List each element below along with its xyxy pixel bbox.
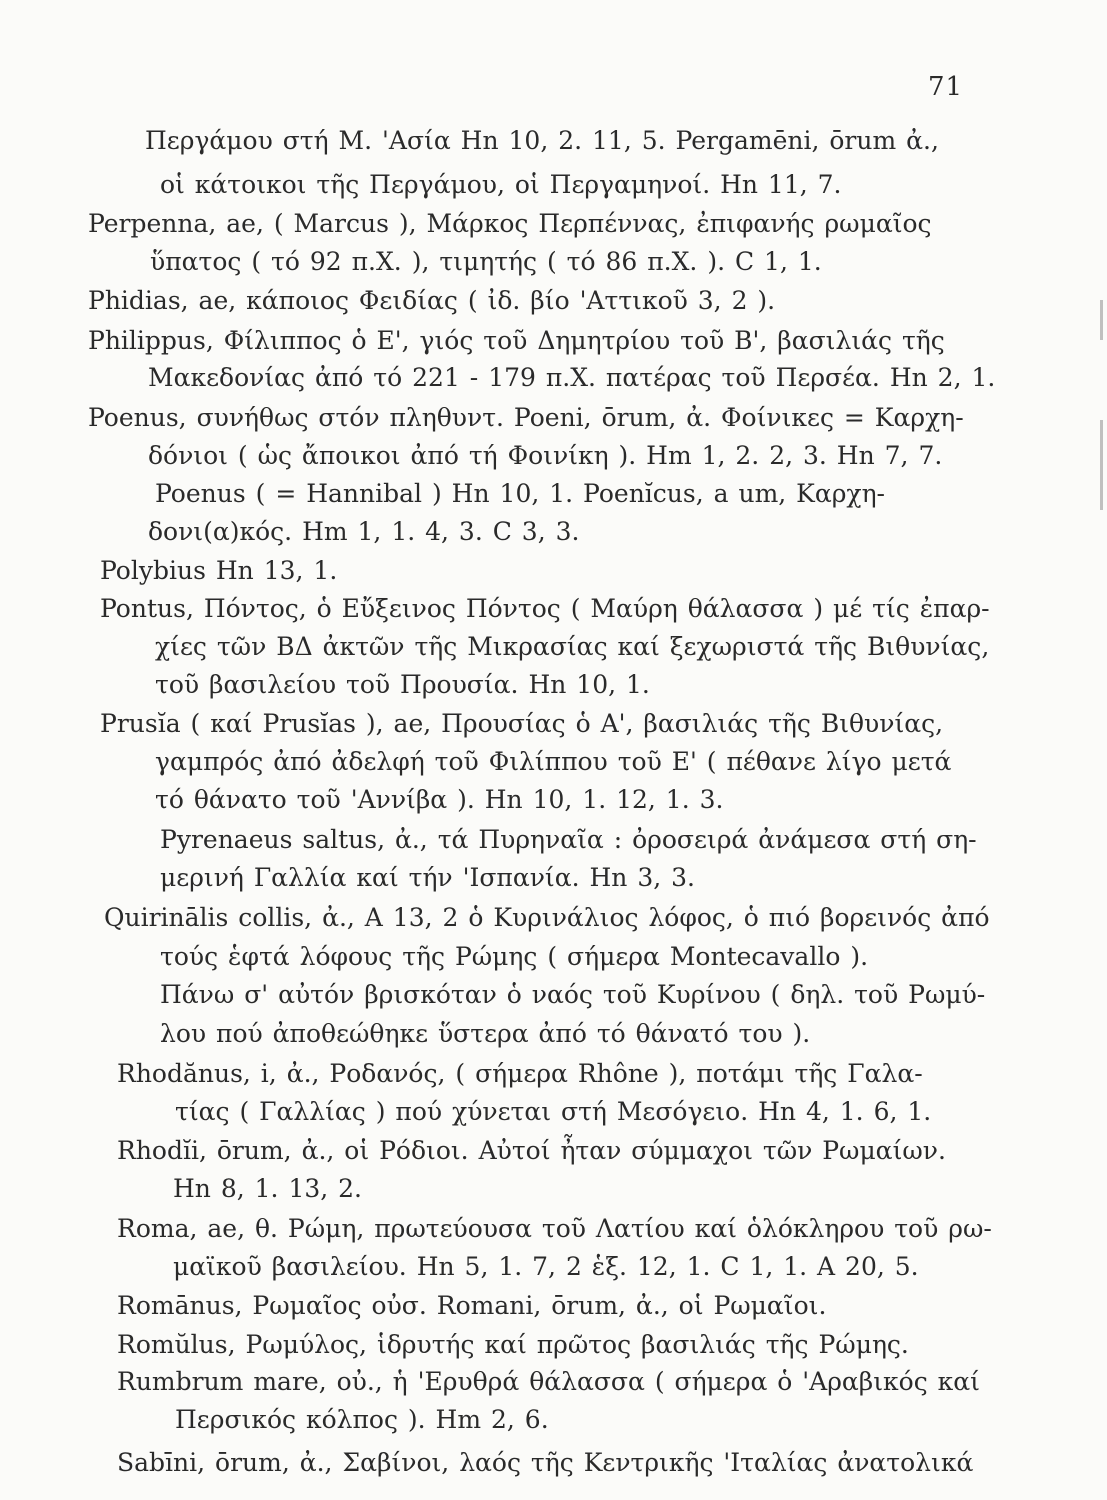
- scan-artifact: [1100, 300, 1103, 340]
- entry-line: Poenus ( = Hannibal ) Hn 10, 1. Poenĭcus, a um, Καρχη-: [155, 479, 885, 508]
- entry-line: Περσικός κόλπος ). Hm 2, 6.: [175, 1405, 549, 1434]
- entry-line: Poenus, συνήθως στόν πληθυντ. Poeni, ōrum, ἀ. Φοίνικες = Καρχη-: [88, 403, 964, 432]
- entry-line: Polybius Hn 13, 1.: [100, 556, 338, 585]
- entry-line: γαμπρός ἀπό ἀδελφή τοῦ Φιλίππου τοῦ Ε' ( πέθανε λίγο μετά: [155, 747, 952, 776]
- entry-line: Sabīni, ōrum, ἀ., Σαβίνοι, λαός τῆς Κεντρικῆς 'Ιταλίας ἀνατολικά: [117, 1448, 974, 1477]
- entry-line: Romānus, Ρωμαῖος οὐσ. Romani, ōrum, ἀ., οἱ Ρωμαῖοι.: [117, 1291, 827, 1320]
- entry-line: τίας ( Γαλλίας ) πού χύνεται στή Μεσόγειο. Hn 4, 1. 6, 1.: [175, 1097, 932, 1126]
- entry-line: δόνιοι ( ὡς ἄποικοι ἀπό τή Φοινίκη ). Hm 1, 2. 2, 3. Hn 7, 7.: [148, 441, 943, 470]
- entry-line: Περγάμου στή Μ. 'Ασία Hn 10, 2. 11, 5. Pergamēni, ōrum ἀ.,: [145, 126, 939, 155]
- entry-line: λου πού ἀποθεώθηκε ὕστερα ἀπό τό θάνατό του ).: [160, 1019, 811, 1048]
- entry-line: Philippus, Φίλιππος ὁ Ε', γιός τοῦ Δημητρίου τοῦ Β', βασιλιάς τῆς: [88, 326, 945, 355]
- entry-line: Romŭlus, Ρωμύλος, ἱδρυτής καί πρῶτος βασιλιάς τῆς Ρώμης.: [117, 1330, 909, 1359]
- entry-line: χίες τῶν ΒΔ ἀκτῶν τῆς Μικρασίας καί ξεχωριστά τῆς Βιθυνίας,: [155, 632, 990, 661]
- entry-line: Hn 8, 1. 13, 2.: [173, 1174, 363, 1203]
- entry-line: Μακεδονίας ἀπό τό 221 - 179 π.Χ. πατέρας τοῦ Περσέα. Hn 2, 1.: [148, 363, 996, 392]
- entry-line: Πάνω σ' αὐτόν βρισκόταν ὁ ναός τοῦ Κυρίνου ( δηλ. τοῦ Ρωμύ-: [160, 980, 986, 1009]
- scan-artifact: [1100, 420, 1103, 510]
- entry-line: Rhodănus, i, ἀ., Ροδανός, ( σήμερα Rhône ), ποτάμι τῆς Γαλα-: [117, 1059, 923, 1088]
- entry-line: Rhodĭi, ōrum, ἀ., οἱ Ρόδιοι. Αὐτοί ἦταν σύμμαχοι τῶν Ρωμαίων.: [117, 1136, 946, 1165]
- entry-line: τούς ἑφτά λόφους τῆς Ρώμης ( σήμερα Montecavallo ).: [160, 942, 869, 971]
- entry-line: δονι(α)κός. Hm 1, 1. 4, 3. C 3, 3.: [148, 517, 580, 546]
- entry-line: τό θάνατο τοῦ 'Αννίβα ). Hn 10, 1. 12, 1. 3.: [155, 785, 724, 814]
- entry-line: Pyrenaeus saltus, ἀ., τά Πυρηναῖα : ὀροσειρά ἀνάμεσα στή ση-: [160, 825, 977, 854]
- entry-line: Pontus, Πόντος, ὁ Εὔξεινος Πόντος ( Μαύρη θάλασσα ) μέ τίς ἐπαρ-: [100, 594, 990, 623]
- entry-line: τοῦ βασιλείου τοῦ Προυσία. Hn 10, 1.: [155, 670, 650, 699]
- entry-line: μαϊκοῦ βασιλείου. Hn 5, 1. 7, 2 ἑξ. 12, 1. C 1, 1. A 20, 5.: [173, 1252, 919, 1281]
- entry-line: Roma, ae, θ. Ρώμη, πρωτεύουσα τοῦ Λατίου καί ὁλόκληρου τοῦ ρω-: [117, 1214, 992, 1243]
- entry-line: οἱ κάτοικοι τῆς Περγάμου, οἱ Περγαμηνοί. Hn 11, 7.: [160, 170, 842, 199]
- entry-line: Perpenna, ae, ( Marcus ), Μάρκος Περπέννας, ἐπιφανής ρωμαῖος: [88, 209, 932, 238]
- entry-line: μερινή Γαλλία καί τήν 'Ισπανία. Hn 3, 3.: [160, 863, 695, 892]
- entry-line: Quirinālis collis, ἀ., A 13, 2 ὁ Κυρινάλιος λόφος, ὁ πιό βορεινός ἀπό: [104, 903, 990, 932]
- entry-line: Rumbrum mare, οὐ., ἡ 'Ερυθρά θάλασσα ( σήμερα ὁ 'Αραβικός καί: [117, 1367, 980, 1396]
- entry-line: Phidias, ae, κάποιος Φειδίας ( ἰδ. βίο 'Αττικοῦ 3, 2 ).: [88, 286, 776, 315]
- entry-line: ὕπατος ( τό 92 π.Χ. ), τιμητής ( τό 86 π.Χ. ). C 1, 1.: [150, 247, 822, 276]
- page-number: 71: [928, 72, 964, 102]
- entry-line: Prusĭa ( καί Prusĭas ), ae, Προυσίας ὁ Α', βασιλιάς τῆς Βιθυνίας,: [100, 709, 944, 738]
